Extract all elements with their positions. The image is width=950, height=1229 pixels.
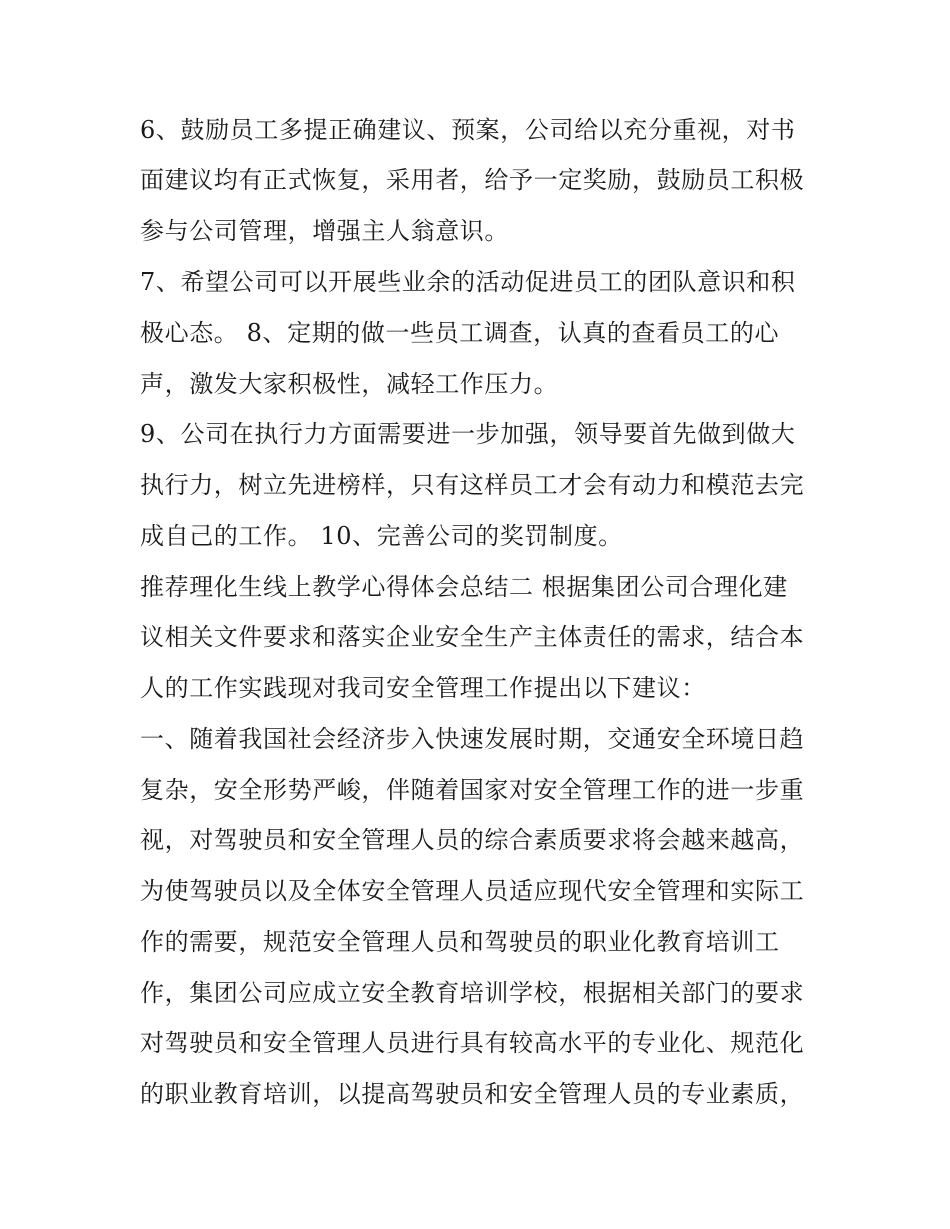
text-line: 作的需要，规范安全管理人员和驾驶员的职业化教育培训工 (140, 928, 780, 956)
text-line: 为使驾驶员以及全体安全管理人员适应现代安全管理和实际工 (140, 877, 805, 905)
text-line: 成自己的工作。 10、完善公司的奖罚制度。 (140, 522, 623, 550)
text-line: 7、希望公司可以开展些业余的活动促进员工的团队意识和积 (140, 268, 796, 296)
text-line: 推荐理化生线上教学心得体会总结二 根据集团公司合理化建 (140, 573, 788, 601)
text-line: 9、公司在执行力方面需要进一步加强，领导要首先做到做大 (140, 420, 796, 448)
text-line: 执行力，树立先进榜样，只有这样员工才会有动力和模范去完 (140, 471, 805, 499)
text-line: 议相关文件要求和落实企业安全生产主体责任的需求，结合本 (140, 623, 805, 651)
text-line: 面建议均有正式恢复，采用者，给予一定奖励，鼓励员工积极 (140, 166, 805, 194)
text-line: 一、随着我国社会经济步入快速发展时期，交通安全环境日趋 (140, 725, 805, 753)
text-line: 的职业教育培训，以提高驾驶员和安全管理人员的专业素质， (140, 1080, 805, 1108)
text-line: 人的工作实践现对我司安全管理工作提出以下建议： (140, 674, 706, 702)
text-line: 作，集团公司应成立安全教育培训学校，根据相关部门的要求 (140, 979, 805, 1007)
text-line: 视，对驾驶员和安全管理人员的综合素质要求将会越来越高， (140, 826, 805, 854)
text-line: 声，激发大家积极性，减轻工作压力。 (140, 370, 559, 398)
text-line: 对驾驶员和安全管理人员进行具有较高水平的专业化、规范化 (140, 1029, 805, 1057)
text-line: 6、鼓励员工多提正确建议、预案，公司给以充分重视，对书 (140, 116, 796, 144)
text-line: 极心态。 8、定期的做一些员工调查，认真的查看员工的心 (140, 319, 780, 347)
text-line: 复杂，安全形势严峻，伴随着国家对安全管理工作的进一步重 (140, 776, 805, 804)
text-line: 参与公司管理，增强主人翁意识。 (140, 217, 509, 245)
